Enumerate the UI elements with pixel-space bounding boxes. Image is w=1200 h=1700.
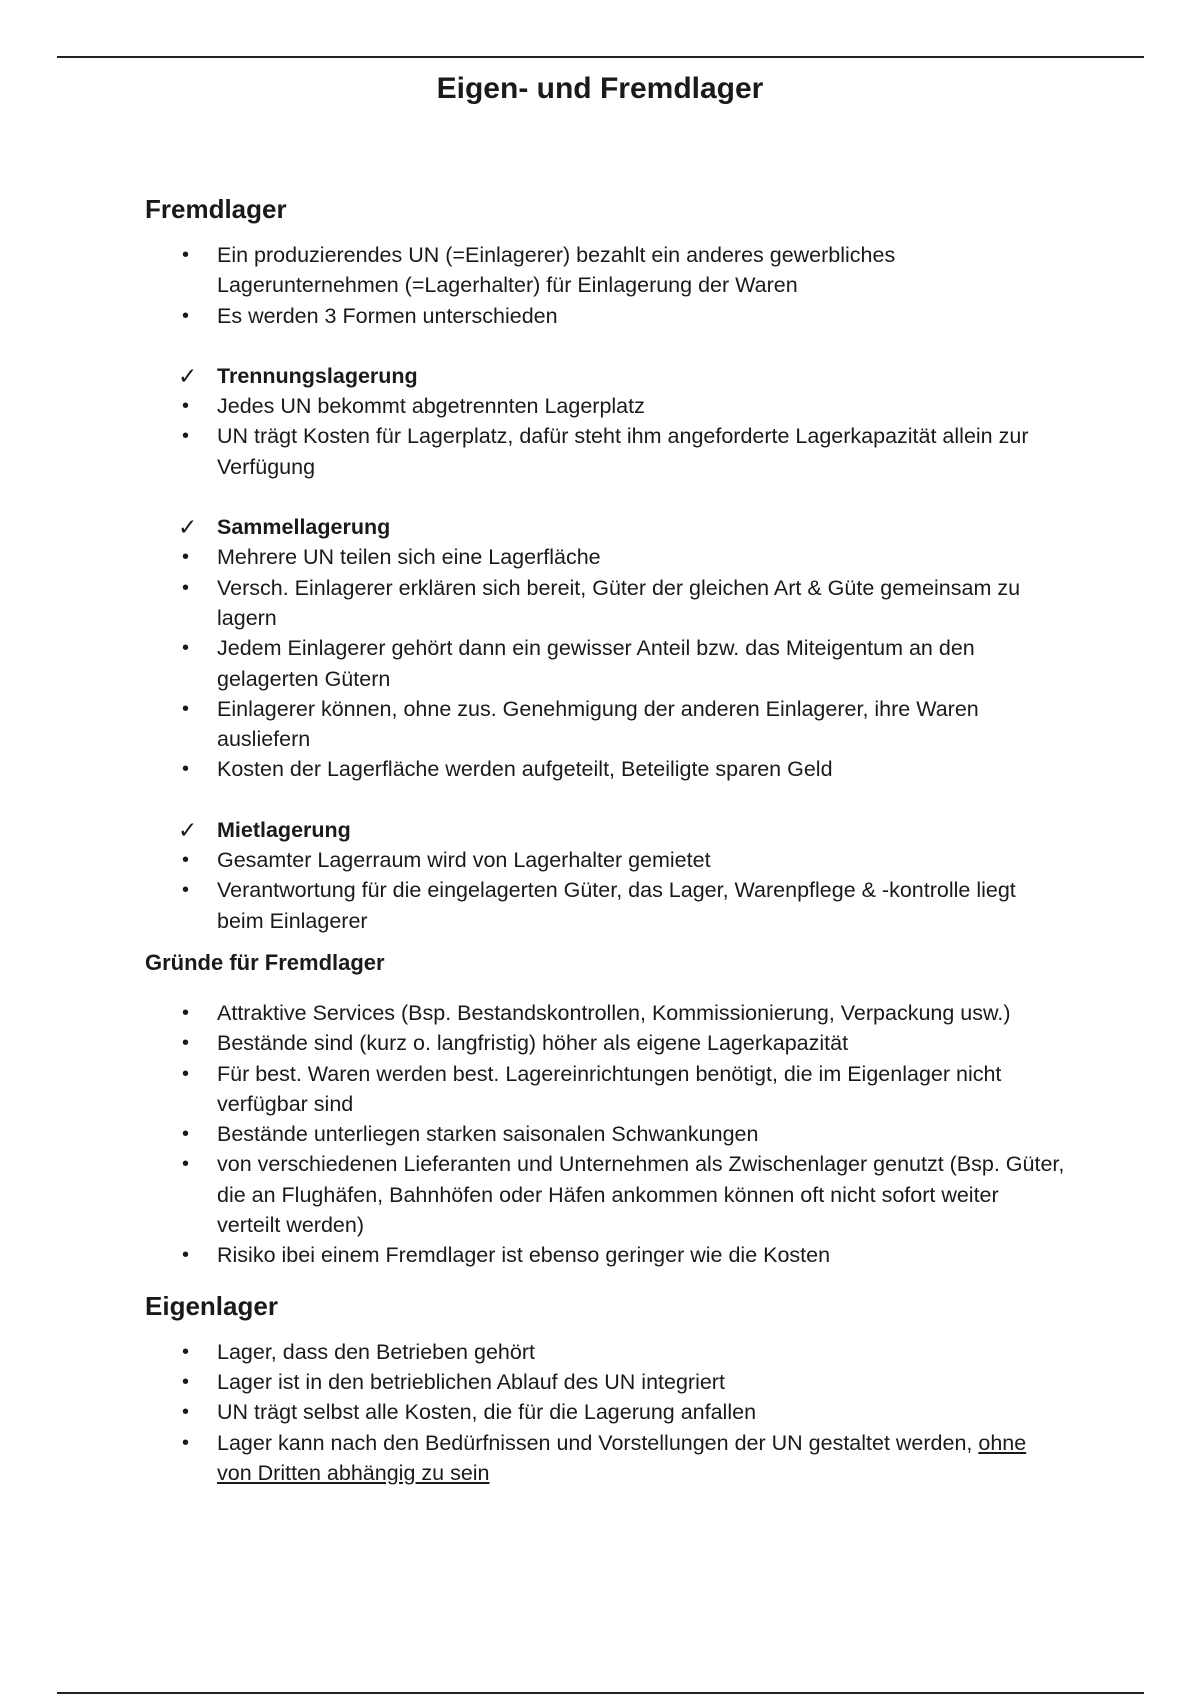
bullet-icon: • [182,1244,190,1267]
list-item: • Gesamter Lagerraum wird von Lagerhalter gemietet [145,845,1065,875]
bullet-icon: • [182,1001,190,1024]
list-item: • von verschiedenen Lieferanten und Unternehmen als Zwischenlager genutzt (Bsp. Güter, die an Flughäfen, Bahnhöfen oder Häfen ankommen können oft nicht sofort weiter verteilt werden) [145,1149,1065,1240]
list-item: • Lager, dass den Betrieben gehört [145,1337,1065,1367]
list-item: • Jedem Einlagerer gehört dann ein gewisser Anteil bzw. das Miteigentum an den gelagerten Gütern [145,633,1065,694]
list-item: • UN trägt Kosten für Lagerplatz, dafür steht ihm angeforderte Lagerkapazität allein zur Verfügung [145,421,1065,482]
subheading-sammellagerung: ✓ Sammellagerung [145,512,1065,542]
mietlagerung-list [145,815,1065,936]
bullet-icon: • [182,1153,190,1176]
gruende-list [145,998,1065,1271]
list-item: • Es werden 3 Formen unterschieden [145,301,1065,331]
section-heading-gruende: Gründe für Fremdlager [145,949,385,975]
list-item: • Für best. Waren werden best. Lagereinrichtungen benötigt, die im Eigenlager nicht verfügbar sind [145,1059,1065,1120]
list-item: • Bestände unterliegen starken saisonalen Schwankungen [145,1119,1065,1149]
bullet-icon: • [182,1032,190,1055]
fremdlager-intro-list [145,240,1065,331]
top-rule [57,56,1144,58]
bullet-icon: • [182,1431,190,1454]
bullet-icon: • [182,697,190,720]
list-item: • Lager ist in den betrieblichen Ablauf des UN integriert [145,1367,1065,1397]
checkmark-icon: ✓ [178,816,198,843]
bullet-icon: • [182,849,190,872]
bullet-icon: • [182,1123,190,1146]
bullet-icon: • [182,546,190,569]
sammellagerung-list [145,512,1065,785]
bullet-icon: • [182,1062,190,1085]
bullet-icon: • [182,1401,190,1424]
section-heading-fremdlager: Fremdlager [145,194,287,224]
list-item: • Bestände sind (kurz o. langfristig) höher als eigene Lagerkapazität [145,1028,1065,1058]
bullet-icon: • [182,304,190,327]
trennungslagerung-list [145,361,1065,482]
bullet-icon: • [182,758,190,781]
list-item: • Lager kann nach den Bedürfnissen und Vorstellungen der UN gestaltet werden, ohne von Dritten abhängig zu sein [145,1428,1065,1489]
bottom-rule [57,1692,1144,1694]
checkmark-icon: ✓ [178,362,198,389]
list-item: • Mehrere UN teilen sich eine Lagerfläche [145,542,1065,572]
document-title: Eigen- und Fremdlager [436,72,764,105]
subheading-trennungslagerung: ✓ Trennungslagerung [145,361,1065,391]
list-item: • Ein produzierendes UN (=Einlagerer) bezahlt ein anderes gewerbliches Lagerunternehmen (=Lagerhalter) für Einlagerung der Waren [145,240,1065,301]
bullet-icon: • [182,1340,190,1363]
eigenlager-list [145,1337,1065,1488]
section-heading-eigenlager: Eigenlager [145,1290,278,1321]
bullet-icon: • [182,244,190,266]
document-body [145,192,1065,1488]
list-item: • Versch. Einlagerer erklären sich bereit, Güter der gleichen Art & Güte gemeinsam zu lagern [145,573,1065,634]
list-item: • Jedes UN bekommt abgetrennten Lagerplatz [145,391,1065,421]
list-item: • Verantwortung für die eingelagerten Güter, das Lager, Warenpflege & -kontrolle liegt beim Einlagerer [145,875,1065,936]
list-item: • Einlagerer können, ohne zus. Genehmigung der anderen Einlagerer, ihre Waren ausliefern [145,694,1065,755]
checkmark-icon: ✓ [178,514,198,541]
list-item: • UN trägt selbst alle Kosten, die für die Lagerung anfallen [145,1397,1065,1427]
list-item: • Kosten der Lagerfläche werden aufgeteilt, Beteiligte sparen Geld [145,754,1065,784]
list-item: • Risiko ibei einem Fremdlager ist ebenso geringer wie die Kosten [145,1240,1065,1270]
underlined-text: ohne von Dritten abhängig zu sein [217,1430,1027,1485]
bullet-icon: • [182,395,190,418]
bullet-icon: • [182,576,190,599]
bullet-icon: • [182,879,190,902]
bullet-icon: • [182,1370,190,1393]
bullet-icon: • [182,637,190,660]
list-item: • Attraktive Services (Bsp. Bestandskontrollen, Kommissionierung, Verpackung usw.) [145,998,1065,1028]
bullet-icon: • [182,425,190,448]
subheading-mietlagerung: ✓ Mietlagerung [145,815,1065,845]
